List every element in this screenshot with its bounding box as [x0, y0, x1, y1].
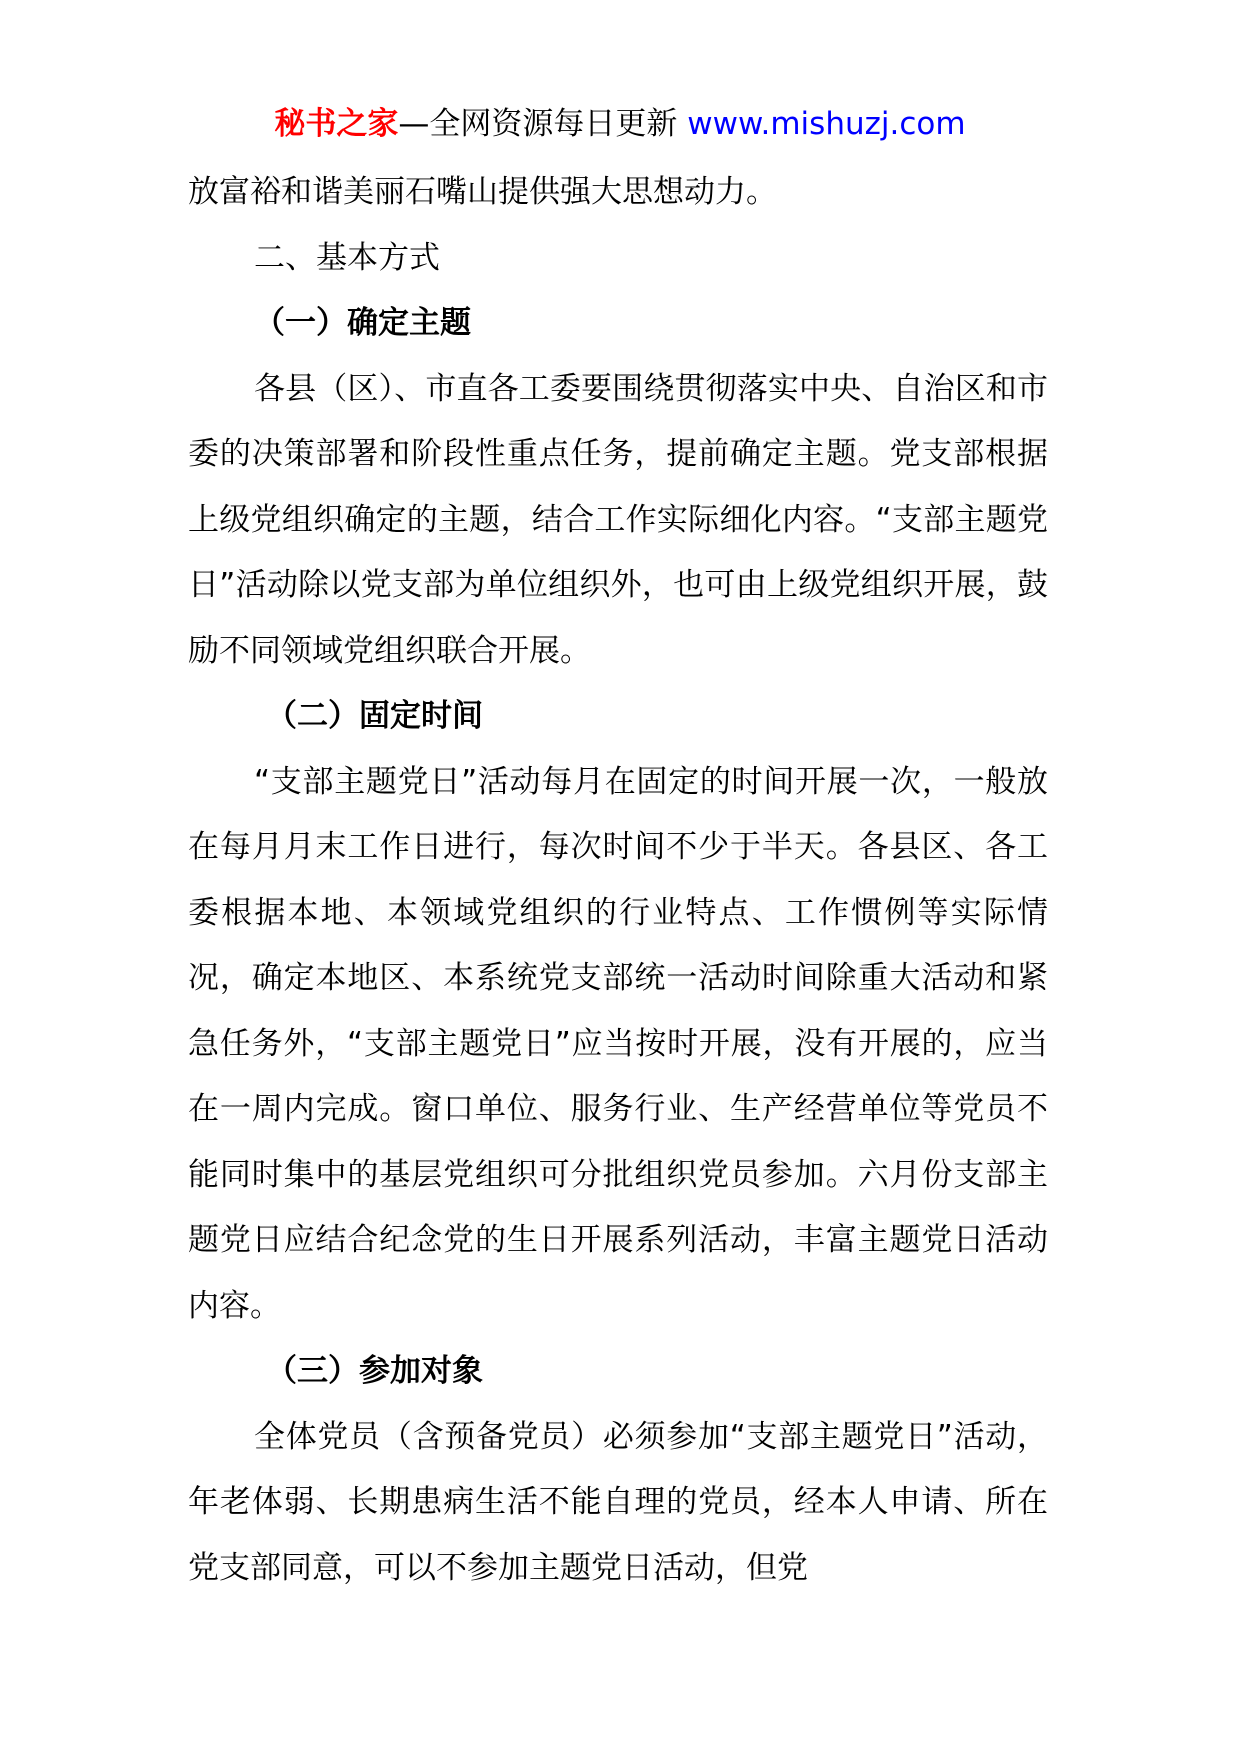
brand-name: 秘书之家 [274, 106, 399, 142]
subsection-paragraph-3: 全体党员（含预备党员）必须参加“支部主题党日”活动，年老体弱、长期患病生活不能自理的党员，经本人申请、所在党支部同意，可以不参加主题党日活动，但党 [188, 1418, 1048, 1586]
subsection-paragraph-1: 各县（区）、市直各工委要围绕贯彻落实中央、自治区和市委的决策部署和阶段性重点任务，提前确定主题。党支部根据上级党组织确定的主题，结合工作实际细化内容。“支部主题党日”活动除以党支部为单位组织外，也可由上级党组织开展，鼓励不同领域党组织联合开展。 [188, 370, 1048, 669]
site-url-link[interactable]: www.mishuzj.com [687, 106, 966, 142]
subsection-heading-3: （三）参加对象 [266, 1353, 483, 1389]
header-slogan: —全网资源每日更新 [398, 106, 688, 142]
subsection-heading-2: （二）固定时间 [266, 698, 483, 734]
subsection-heading-1: （一）确定主题 [254, 305, 471, 341]
paragraph-continuation: 放富裕和谐美丽石嘴山提供强大思想动力。 [188, 174, 777, 210]
document-body [188, 160, 1048, 1601]
site-header [0, 102, 1240, 146]
section-heading: 二、基本方式 [254, 239, 440, 276]
subsection-paragraph-2: “支部主题党日”活动每月在固定的时间开展一次，一般放在每月月末工作日进行，每次时间不少于半天。各县区、各工委根据本地、本领域党组织的行业特点、工作惯例等实际情况，确定本地区、本系统党支部统一活动时间除重大活动和紧急任务外，“支部主题党日”应当按时开展，没有开展的，应当在一周内完成。窗口单位、服务行业、生产经营单位等党员不能同时集中的基层党组织可分批组织党员参加。六月份支部主题党日应结合纪念党的生日开展系列活动，丰富主题党日活动内容。 [188, 763, 1048, 1324]
